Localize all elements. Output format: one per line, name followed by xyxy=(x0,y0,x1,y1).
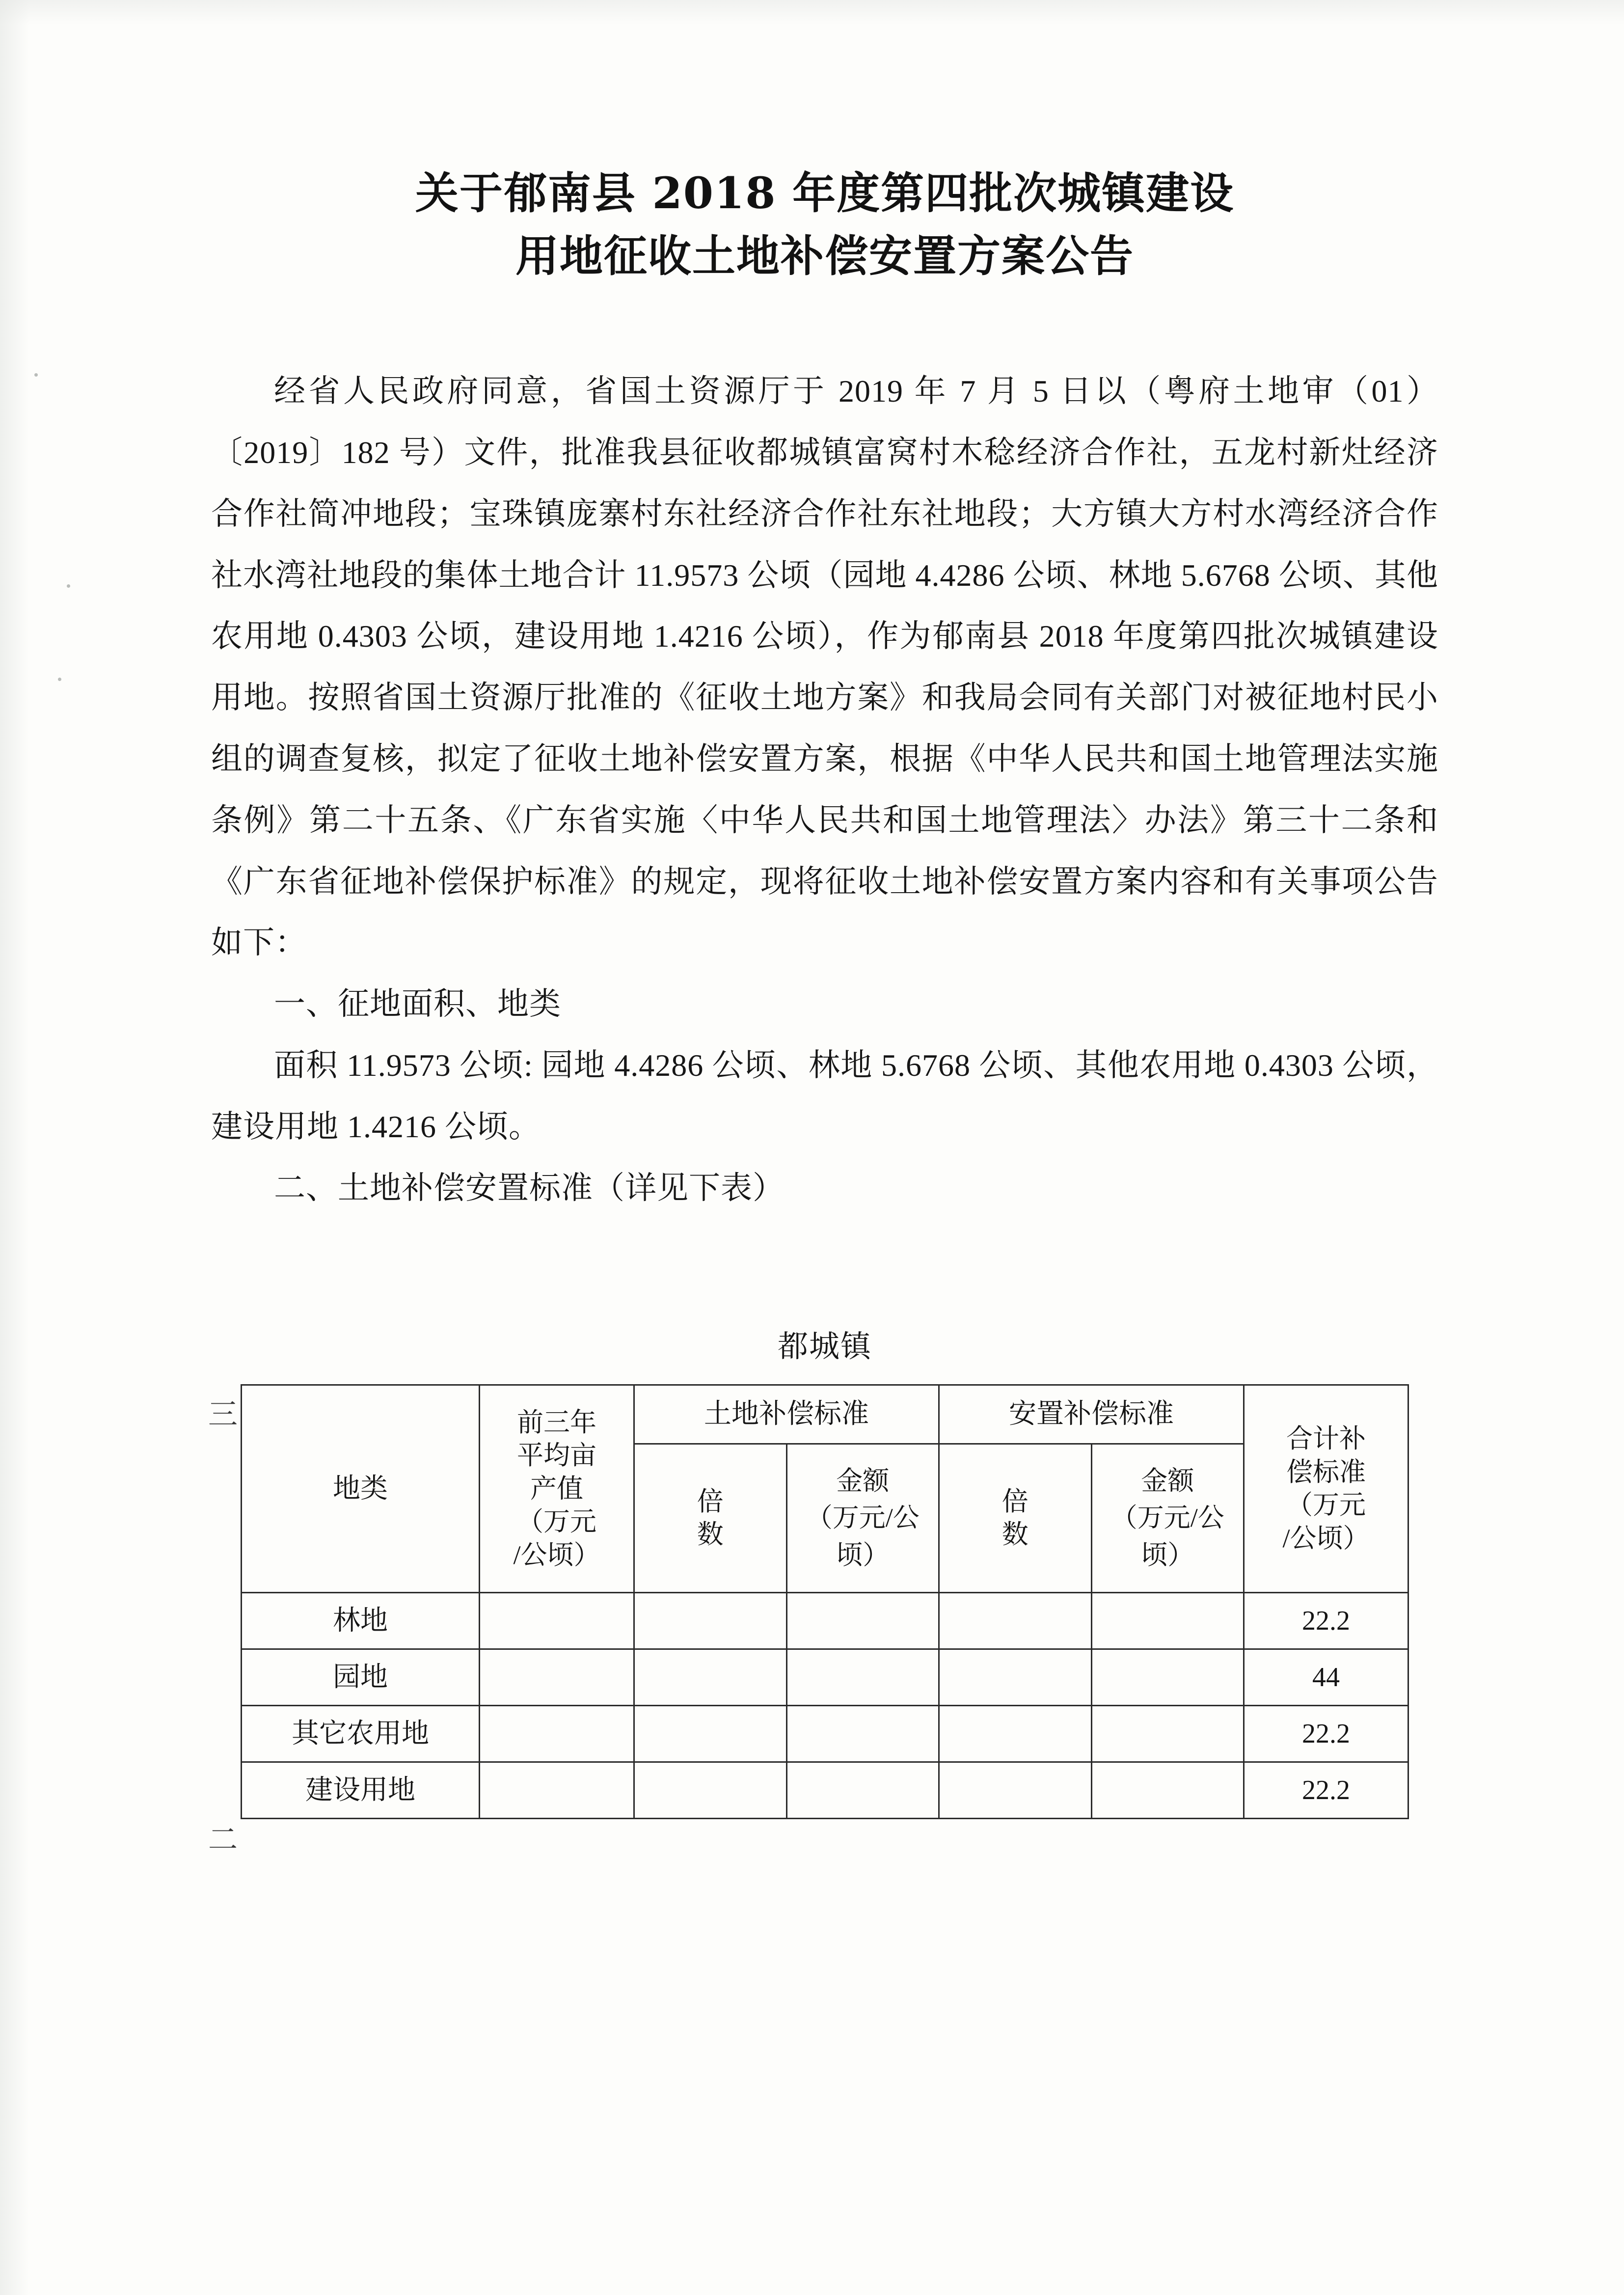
cell-dilei: 园地 xyxy=(242,1649,480,1706)
table-row xyxy=(242,1762,1408,1819)
cell-heji: 22.2 xyxy=(1244,1762,1408,1819)
cell-dilei: 建设用地 xyxy=(242,1762,480,1819)
header-heji-line-1: 合计补 xyxy=(1286,1424,1366,1454)
scan-speckle xyxy=(34,373,38,377)
document-content xyxy=(208,162,1438,1857)
header-group-tudi: 土地补偿标准 xyxy=(634,1385,939,1444)
header-heji xyxy=(1244,1385,1408,1593)
cell-beishu-anzhi xyxy=(939,1706,1092,1762)
header-beishu-anzhi-line-2: 数 xyxy=(1001,1520,1029,1550)
header-heji-line-4: /公顷） xyxy=(1282,1523,1370,1553)
cell-beishu-anzhi xyxy=(939,1762,1092,1819)
cell-jine-anzhi xyxy=(1091,1706,1244,1762)
header-heji-line-2: 偿标准 xyxy=(1286,1457,1366,1487)
header-chanzhi-line-4: （万元 xyxy=(517,1507,596,1537)
header-beishu-anzhi xyxy=(939,1444,1092,1593)
header-chanzhi-line-1: 前三年 xyxy=(517,1407,596,1437)
page-title xyxy=(211,162,1438,287)
cell-beishu-anzhi xyxy=(939,1649,1092,1706)
header-chanzhi-line-5: /公顷） xyxy=(513,1540,600,1570)
page-title-line-2: 用地征收土地补偿安置方案公告 xyxy=(515,230,1134,281)
scan-edge-top xyxy=(0,0,1624,25)
header-jine-anzhi xyxy=(1091,1444,1244,1593)
cell-beishu-tudi xyxy=(634,1649,787,1706)
cell-beishu-tudi xyxy=(634,1706,787,1762)
header-jine-anzhi-line-1: 金额 xyxy=(1141,1466,1194,1496)
section-heading-2: 二、土地补偿安置标准（详见下表） xyxy=(274,1170,785,1205)
header-beishu-tudi xyxy=(634,1444,787,1593)
scan-bracket-bottom: 二 xyxy=(208,1824,238,1857)
scan-speckle xyxy=(58,678,61,681)
page-title-line-1: 关于郁南县 2018 年度第四批次城镇建设 xyxy=(415,167,1235,219)
table-row xyxy=(242,1649,1408,1706)
header-beishu-anzhi-line-1: 倍 xyxy=(1001,1486,1029,1516)
header-chanzhi-line-2: 平均亩 xyxy=(517,1441,596,1471)
header-beishu-tudi-line-1: 倍 xyxy=(697,1486,724,1516)
cell-beishu-tudi xyxy=(634,1762,787,1819)
cell-chanzhi xyxy=(480,1706,634,1762)
header-jine-tudi-line-1: 金额 xyxy=(836,1466,890,1496)
cell-heji: 22.2 xyxy=(1244,1593,1408,1649)
header-chanzhi xyxy=(480,1385,634,1593)
table-header-row-1 xyxy=(242,1385,1408,1444)
table-row xyxy=(242,1706,1408,1762)
cell-chanzhi xyxy=(480,1762,634,1819)
header-jine-anzhi-line-3: 顷） xyxy=(1141,1540,1194,1570)
header-dilei: 地类 xyxy=(242,1385,480,1593)
scan-bracket-top: 三 xyxy=(208,1398,238,1431)
cell-heji: 44 xyxy=(1244,1649,1408,1706)
cell-dilei: 其它农用地 xyxy=(242,1706,480,1762)
document-body xyxy=(211,361,1438,1219)
header-group-anzhi: 安置补偿标准 xyxy=(939,1385,1244,1444)
header-beishu-tudi-line-2: 数 xyxy=(697,1520,724,1550)
cell-heji: 22.2 xyxy=(1244,1706,1408,1762)
cell-chanzhi xyxy=(480,1649,634,1706)
cell-jine-anzhi xyxy=(1091,1593,1244,1649)
cell-beishu-tudi xyxy=(634,1593,787,1649)
section-heading-1: 一、征地面积、地类 xyxy=(274,986,561,1022)
cell-jine-tudi xyxy=(786,1762,939,1819)
cell-jine-tudi xyxy=(786,1593,939,1649)
table-row xyxy=(242,1593,1408,1649)
table-caption: 都城镇 xyxy=(777,1330,872,1364)
scan-speckle xyxy=(67,584,70,588)
cell-chanzhi xyxy=(480,1593,634,1649)
cell-dilei: 林地 xyxy=(242,1593,480,1649)
cell-jine-anzhi xyxy=(1091,1649,1244,1706)
header-chanzhi-line-3: 产值 xyxy=(530,1474,583,1503)
header-jine-anzhi-line-2: （万元/公 xyxy=(1110,1503,1224,1533)
cell-jine-tudi xyxy=(786,1706,939,1762)
cell-jine-tudi xyxy=(786,1649,939,1706)
header-jine-tudi xyxy=(786,1444,939,1593)
header-jine-tudi-line-2: （万元/公顷） xyxy=(806,1503,920,1570)
paragraph-intro: 经省人民政府同意，省国土资源厅于 2019 年 7 月 5 日以（粤府土地审（01）〔2019〕182 号）文件，批准我县征收都城镇富窝村木稔经济合作社，五龙村新灶经济合作社简冲地段；宝珠镇庞寨村东社经济合作社东社地段；大方镇大方村水湾经济合作社水湾社地段的集体土地合计 11.9573 公顷（园地 4.4286 公顷、林地 5.6768 公顷、其他农用地 0.4303 公顷，建设用地 1.4216 公顷），作为郁南县 2018 年度第四批次城镇建设用地。按照省国土资源厅批准的《征收土地方案》和我局会同有关部门对被征地村民小组的调查复核，拟定了征收土地补偿安置方案，根据《中华人民共和国土地管理法实施条例》第二十五条、《广东省实施〈中华人民共和国土地管理法〉办法》第三十二条和《广东省征地补偿保护标准》的规定，现将征收土地补偿安置方案内容和有关事项公告如下： xyxy=(211,374,1438,960)
section-body-1: 面积 11.9573 公顷: 园地 4.4286 公顷、林地 5.6768 公顷、其他农用地 0.4303 公顷，建设用地 1.4216 公顷。 xyxy=(211,1047,1438,1144)
scan-edge-left xyxy=(0,0,29,2295)
cell-beishu-anzhi xyxy=(939,1593,1092,1649)
compensation-table xyxy=(241,1384,1409,1819)
cell-jine-anzhi xyxy=(1091,1762,1244,1819)
header-heji-line-3: （万元 xyxy=(1286,1490,1366,1520)
